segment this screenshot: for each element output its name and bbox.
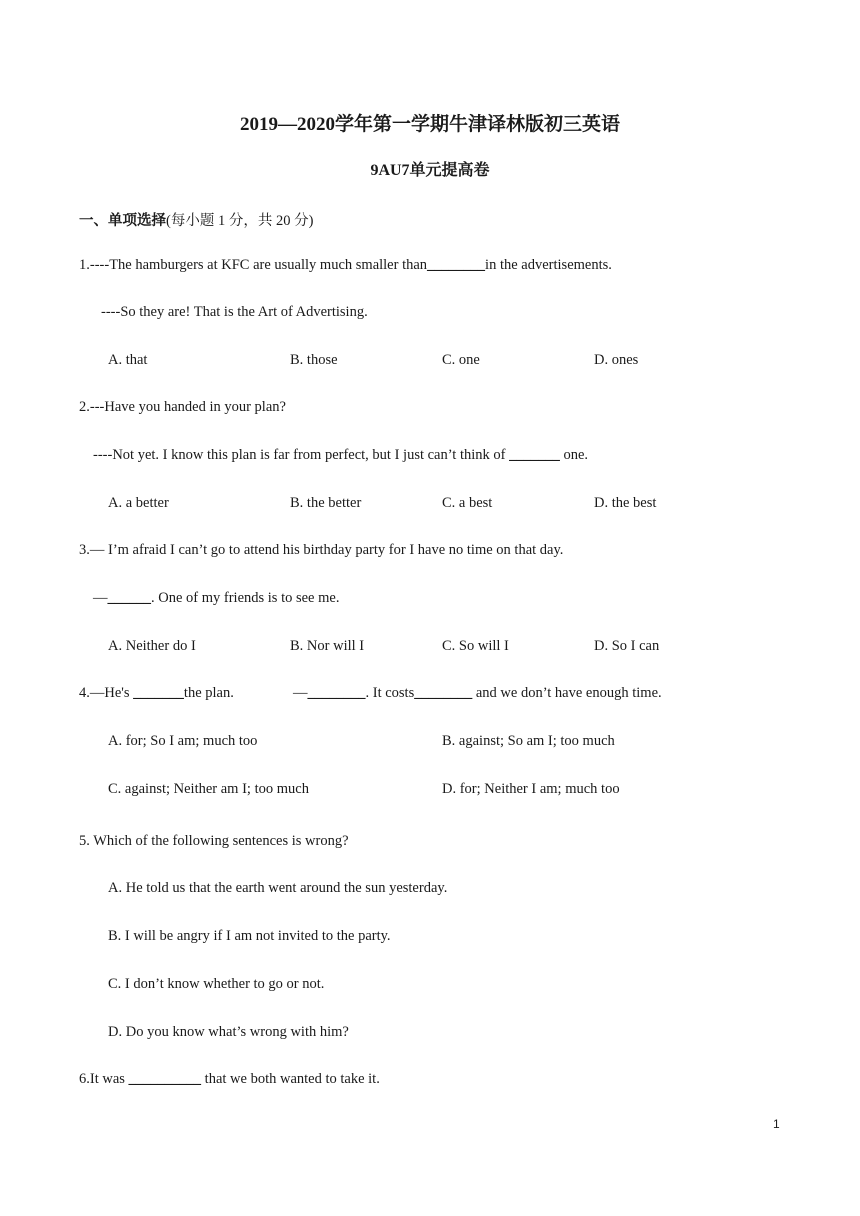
q5-option-a: A. He told us that the earth went around the sun yesterday.	[108, 880, 448, 896]
question-6-stem: 6.It was __________ that we both wanted to take it.	[79, 1071, 380, 1087]
question-5-stem: 5. Which of the following sentences is wrong?	[79, 833, 349, 849]
q2-option-c: C. a best	[442, 495, 493, 511]
question-4-stem-b: —________. It costs________ and we don’t have enough time.	[293, 685, 662, 701]
q1-option-a: A. that	[108, 352, 148, 368]
question-2-reply: ----Not yet. I know this plan is far from perfect, but I just can’t think of _______ one.	[93, 447, 589, 463]
q3-option-d: D. So I can	[594, 638, 660, 654]
q5-option-b: B. I will be angry if I am not invited to the party.	[108, 928, 391, 944]
q4-option-b: B. against; So am I; too much	[442, 733, 615, 749]
q4-option-d: D. for; Neither I am; much too	[442, 781, 620, 797]
section-heading	[79, 212, 313, 230]
q4-option-c: C. against; Neither am I; too much	[108, 781, 309, 797]
q3-option-a: A. Neither do I	[108, 638, 196, 654]
q3-option-b: B. Nor will I	[290, 638, 365, 654]
q3-option-c: C. So will I	[442, 638, 509, 654]
page-number: 1	[773, 1117, 780, 1131]
page-subtitle: 9AU7单元提高卷	[370, 162, 490, 179]
question-3-stem: 3.— I’m afraid I can’t go to attend his birthday party for I have no time on that day.	[79, 542, 564, 558]
q4-option-a: A. for; So I am; much too	[108, 733, 258, 749]
question-3-reply: —______. One of my friends is to see me.	[93, 590, 340, 606]
q2-option-a: A. a better	[108, 495, 169, 511]
section-note: (每小题 1 分，共 20 分)	[166, 213, 314, 229]
question-4-stem-a: 4.—He's _______the plan.	[79, 685, 234, 701]
q1-option-c: C. one	[442, 352, 480, 368]
question-1-stem: 1.----The hamburgers at KFC are usually much smaller than________in the advertisements.	[79, 257, 612, 273]
q5-option-c: C. I don’t know whether to go or not.	[108, 976, 325, 992]
section-title: 一、单项选择	[79, 213, 166, 229]
question-1-reply: ----So they are! That is the Art of Advertising.	[101, 304, 368, 320]
q1-option-d: D. ones	[594, 352, 639, 368]
page-title: 2019—2020学年第一学期牛津译林版初三英语	[239, 114, 620, 135]
q2-option-d: D. the best	[594, 495, 657, 511]
q1-option-b: B. those	[290, 352, 338, 368]
q2-option-b: B. the better	[290, 495, 362, 511]
question-2-stem: 2.---Have you handed in your plan?	[79, 399, 286, 415]
q5-option-d: D. Do you know what’s wrong with him?	[108, 1024, 349, 1040]
